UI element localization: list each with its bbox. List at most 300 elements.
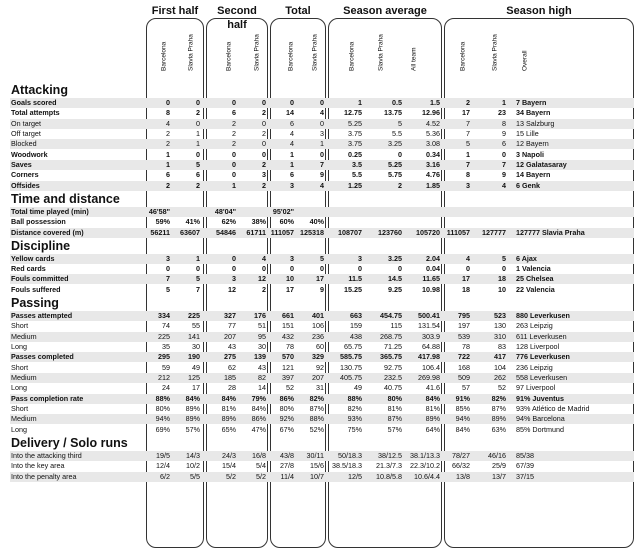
table-cell: 0 — [262, 98, 266, 107]
table-cell: 2 — [166, 128, 170, 138]
table-cell: 87% — [387, 414, 402, 424]
table-cell: 139 — [254, 352, 266, 362]
column-label — [345, 22, 358, 78]
table-cell: 65.75 — [344, 342, 362, 352]
group-header-second-half: Second half — [217, 5, 257, 31]
table-row — [10, 119, 634, 129]
table-cell: 663 — [350, 311, 362, 321]
column-label-text: Barcelona — [348, 41, 355, 71]
table-cell: 0 — [398, 149, 402, 159]
column-label — [456, 22, 469, 78]
table-cell: 0 — [290, 264, 294, 274]
row-label: Pass completion rate — [11, 393, 84, 403]
table-cell: 13 Salzburg — [516, 118, 555, 128]
table-cell: 611 Leverkusen — [516, 331, 567, 341]
table-cell: 0 — [502, 264, 506, 274]
table-cell: 85/38 — [516, 450, 534, 460]
column-label-text: Slavia Praha — [491, 34, 498, 71]
table-cell: 59% — [155, 217, 170, 227]
table-cell: 50/18.3 — [338, 450, 362, 460]
table-cell: 8 — [502, 118, 506, 128]
table-row — [10, 394, 634, 404]
table-row — [10, 254, 634, 264]
table-cell: 86% — [251, 414, 266, 424]
table-cell: 81% — [387, 404, 402, 413]
row-label: Short — [11, 321, 29, 331]
table-cell: 121 — [282, 362, 294, 372]
table-cell: 236 Leipzig — [516, 362, 553, 372]
table-cell: 5.25 — [388, 159, 402, 169]
row-label: Woodwork — [11, 149, 48, 159]
table-cell: 17 — [192, 383, 200, 393]
table-cell: 275 — [224, 352, 236, 362]
table-cell: 64.88 — [422, 342, 440, 352]
table-cell: 6 — [196, 170, 200, 180]
table-row — [10, 461, 634, 471]
table-cell: 190 — [188, 352, 200, 362]
table-cell: 2 — [262, 284, 266, 294]
table-cell: 3 — [232, 274, 236, 284]
table-cell: 60 — [316, 342, 324, 352]
table-cell: 3.25 — [388, 253, 402, 263]
table-cell: 269.98 — [418, 373, 440, 383]
table-cell: 151 — [282, 321, 294, 331]
table-cell: 84% — [455, 424, 470, 434]
table-cell: 5.5 — [352, 170, 362, 180]
table-cell: 89% — [185, 414, 200, 424]
table-cell: 77 — [228, 321, 236, 331]
table-cell: 4.52 — [426, 118, 440, 128]
table-cell: 0 — [232, 149, 236, 159]
table-cell: 51 — [258, 321, 266, 331]
table-cell: 25 Chelsea — [516, 274, 554, 284]
table-cell: 89% — [491, 414, 506, 424]
table-cell: 78/27 — [452, 450, 470, 460]
column-label-text: Slavia Praha — [187, 34, 194, 71]
table-cell: 60% — [279, 217, 294, 227]
row-label: Into the key area — [11, 461, 65, 471]
row-label: Saves — [11, 159, 32, 169]
column-label-text: Barcelona — [287, 41, 294, 71]
table-cell: 17 — [286, 284, 294, 294]
row-label: Long — [11, 342, 27, 352]
table-cell: 89% — [221, 414, 236, 424]
table-cell: 4 — [320, 180, 324, 190]
table-cell: 67/39 — [516, 461, 534, 471]
table-cell: 4 — [290, 128, 294, 138]
table-cell: 37/15 — [516, 471, 534, 481]
table-cell: 82% — [491, 393, 506, 403]
table-cell: 38.5/18.3 — [332, 461, 362, 471]
table-cell: 131.54 — [418, 321, 440, 331]
table-cell: 17 — [316, 274, 324, 284]
table-cell: 4 — [466, 253, 470, 263]
table-cell: 91% — [455, 393, 470, 403]
table-cell: 46'58" — [148, 206, 170, 216]
table-cell: 21.3/7.3 — [376, 461, 402, 471]
table-cell: 1 — [320, 139, 324, 149]
row-label: Offsides — [11, 180, 40, 190]
table-cell: 88% — [155, 393, 170, 403]
table-row — [10, 352, 634, 362]
table-cell: 6 Ajax — [516, 253, 537, 263]
table-cell: 0 — [320, 264, 324, 274]
table-cell: 2 — [398, 180, 402, 190]
table-cell: 4 — [502, 180, 506, 190]
table-cell: 123760 — [378, 227, 402, 237]
table-cell: 12 Bayern — [516, 139, 549, 149]
section-title: Discipline — [11, 238, 71, 253]
table-cell: 454.75 — [380, 311, 402, 321]
table-cell: 1 — [232, 180, 236, 190]
row-label: Red cards — [11, 264, 46, 274]
table-cell: 0 — [262, 149, 266, 159]
table-row — [10, 321, 634, 331]
table-cell: 141 — [188, 331, 200, 341]
table-cell: 12.96 — [422, 108, 440, 118]
table-cell: 3 — [262, 170, 266, 180]
table-cell: 570 — [282, 352, 294, 362]
table-cell: 12/5 — [348, 471, 362, 481]
table-cell: 15.25 — [344, 284, 362, 294]
table-cell: 509 — [458, 373, 470, 383]
table-cell: 0 — [196, 118, 200, 128]
table-cell: 2 — [232, 118, 236, 128]
table-cell: 11.65 — [422, 274, 440, 284]
table-cell: 310 — [494, 331, 506, 341]
table-cell: 12 — [228, 284, 236, 294]
table-cell: 661 — [282, 311, 294, 321]
table-cell: 84% — [185, 393, 200, 403]
table-cell: 15 Lille — [516, 128, 539, 138]
table-cell: 5 — [398, 118, 402, 128]
table-cell: 88% — [309, 414, 324, 424]
table-cell: 0 — [290, 98, 294, 107]
table-cell: 92.75 — [384, 362, 402, 372]
table-cell: 87% — [491, 404, 506, 413]
table-cell: 86% — [279, 393, 294, 403]
table-cell: 59 — [162, 362, 170, 372]
table-cell: 3 — [466, 180, 470, 190]
table-cell: 52 — [498, 383, 506, 393]
table-cell: 2 — [166, 139, 170, 149]
table-cell: 24 — [162, 383, 170, 393]
table-cell: 13/8 — [456, 471, 470, 481]
table-cell: 5/2 — [256, 471, 266, 481]
table-cell: 88% — [347, 393, 362, 403]
table-cell: 10/2 — [186, 461, 200, 471]
table-cell: 3.25 — [388, 139, 402, 149]
table-cell: 329 — [312, 352, 324, 362]
table-row — [10, 129, 634, 139]
group-header-season-average: Season average — [343, 5, 427, 17]
table-cell: 7 — [466, 159, 470, 169]
table-cell: 13/7 — [492, 471, 506, 481]
table-cell: 130.75 — [340, 362, 362, 372]
table-cell: 0 — [466, 264, 470, 274]
table-cell: 41% — [185, 217, 200, 227]
table-row — [10, 170, 634, 180]
row-label: Short — [11, 362, 29, 372]
table-cell: 130 — [494, 321, 506, 331]
table-cell: 89% — [185, 404, 200, 413]
table-cell: 0.34 — [426, 149, 440, 159]
table-cell: 10.6/4.4 — [414, 471, 440, 481]
table-cell: 15/4 — [222, 461, 236, 471]
table-cell: 81% — [425, 404, 440, 413]
table-cell: 52 — [286, 383, 294, 393]
table-cell: 3 Napoli — [516, 149, 544, 159]
table-cell: 93% — [347, 414, 362, 424]
table-cell: 0.5 — [392, 98, 402, 107]
table-cell: 585.75 — [340, 352, 362, 362]
table-cell: 722 — [458, 352, 470, 362]
table-cell: 4 — [320, 108, 324, 118]
section-title: Attacking — [11, 83, 68, 97]
table-cell: 432 — [282, 331, 294, 341]
table-cell: 0 — [196, 98, 200, 107]
table-cell: 8 — [466, 170, 470, 180]
table-cell: 1 — [166, 149, 170, 159]
table-cell: 880 Leverkusen — [516, 311, 570, 321]
table-cell: 197 — [458, 321, 470, 331]
table-cell: 539 — [458, 331, 470, 341]
table-cell: 91% Juventus — [516, 393, 564, 403]
table-cell: 8 — [166, 108, 170, 118]
table-cell: 12 Galatasaray — [516, 159, 567, 169]
table-cell: 1 — [466, 149, 470, 159]
group-header-total: Total — [285, 5, 311, 17]
table-cell: 212 — [158, 373, 170, 383]
table-cell: 334 — [158, 311, 170, 321]
table-row — [10, 150, 634, 160]
table-cell: 168 — [458, 362, 470, 372]
table-cell: 85% Dortmund — [516, 424, 564, 434]
table-cell: 2 — [232, 128, 236, 138]
table-cell: 74 — [162, 321, 170, 331]
table-cell: 2 — [166, 180, 170, 190]
table-cell: 4 — [290, 139, 294, 149]
table-cell: 64% — [425, 424, 440, 434]
table-cell: 5 — [466, 139, 470, 149]
table-cell: 0 — [262, 139, 266, 149]
table-cell: 115 — [390, 321, 402, 331]
table-row — [10, 274, 634, 284]
table-cell: 0 — [320, 98, 324, 107]
table-cell: 111057 — [446, 227, 470, 237]
table-row — [10, 228, 634, 238]
table-cell: 9 — [502, 170, 506, 180]
table-cell: 2 — [262, 159, 266, 169]
table-cell: 5.75 — [388, 170, 402, 180]
table-cell: 9 — [320, 284, 324, 294]
table-cell: 365.75 — [380, 352, 402, 362]
row-label: On target — [11, 118, 41, 128]
table-cell: 159 — [350, 321, 362, 331]
table-cell: 67% — [279, 424, 294, 434]
table-cell: 19/5 — [156, 450, 170, 460]
table-cell: 0 — [398, 264, 402, 274]
table-cell: 34 Bayern — [516, 108, 551, 118]
table-cell: 185 — [224, 373, 236, 383]
table-cell: 6 — [290, 118, 294, 128]
table-cell: 1 — [290, 159, 294, 169]
table-cell: 2 — [232, 139, 236, 149]
table-cell: 2 — [196, 180, 200, 190]
table-cell: 1 — [196, 128, 200, 138]
table-cell: 22.3/10.2 — [410, 461, 440, 471]
table-row — [10, 342, 634, 352]
table-cell: 2 — [466, 98, 470, 107]
table-cell: 10 — [286, 274, 294, 284]
table-cell: 207 — [312, 373, 324, 383]
table-cell: 14.5 — [388, 274, 402, 284]
row-label: Into the penalty area — [11, 471, 77, 481]
table-cell: 225 — [158, 331, 170, 341]
table-cell: 5 — [502, 253, 506, 263]
table-cell: 41.6 — [426, 383, 440, 393]
table-cell: 268.75 — [380, 331, 402, 341]
table-row — [10, 207, 634, 217]
table-cell: 7 — [196, 284, 200, 294]
table-cell: 40% — [309, 217, 324, 227]
table-row — [10, 108, 634, 118]
table-row — [10, 217, 634, 227]
table-cell: 11/4 — [280, 471, 294, 481]
table-cell: 417.98 — [418, 352, 440, 362]
table-cell: 3 — [358, 253, 362, 263]
table-cell: 3 — [290, 180, 294, 190]
section-title: Time and distance — [11, 191, 120, 206]
table-row — [10, 404, 634, 414]
table-cell: 0 — [196, 264, 200, 274]
table-cell: 106 — [312, 321, 324, 331]
column-label — [407, 22, 420, 78]
table-cell: 14 — [286, 108, 294, 118]
row-label: Long — [11, 424, 27, 434]
column-label-text: Slavia Praha — [311, 34, 318, 71]
table-cell: 0 — [232, 253, 236, 263]
row-label: Goals scored — [11, 98, 57, 107]
table-cell: 303.9 — [422, 331, 440, 341]
row-label: Fouls suffered — [11, 284, 61, 294]
row-label: Total attempts — [11, 108, 60, 118]
table-cell: 558 Leverkusen — [516, 373, 568, 383]
table-cell: 6 — [290, 170, 294, 180]
table-cell: 0 — [166, 264, 170, 274]
table-cell: 0 — [262, 264, 266, 274]
table-cell: 5/2 — [226, 471, 236, 481]
table-row — [10, 264, 634, 274]
table-cell: 5.25 — [348, 118, 362, 128]
column-label — [284, 22, 297, 78]
table-cell: 30 — [192, 342, 200, 352]
table-row — [10, 383, 634, 393]
table-cell: 405.75 — [340, 373, 362, 383]
table-cell: 43 — [228, 342, 236, 352]
table-cell: 5/5 — [190, 471, 200, 481]
row-label: Ball possession — [11, 217, 66, 227]
table-cell: 11.5 — [348, 274, 362, 284]
table-cell: 95 — [258, 331, 266, 341]
table-cell: 7 — [502, 159, 506, 169]
table-cell: 2 — [262, 180, 266, 190]
table-cell: 80% — [279, 404, 294, 413]
table-cell: 87% — [309, 404, 324, 413]
table-cell: 94% — [155, 414, 170, 424]
table-cell: 1.85 — [426, 180, 440, 190]
table-cell: 111057 — [270, 227, 294, 237]
table-cell: 3 — [290, 253, 294, 263]
table-cell: 38/12.5 — [378, 450, 402, 460]
table-cell: 6 — [502, 139, 506, 149]
table-cell: 92 — [316, 362, 324, 372]
table-cell: 795 — [458, 311, 470, 321]
table-cell: 49 — [192, 362, 200, 372]
table-cell: 35 — [162, 342, 170, 352]
row-label: Blocked — [11, 139, 37, 149]
group-header-first-half: First half — [151, 5, 199, 17]
table-cell: 63% — [491, 424, 506, 434]
table-cell: 236 — [312, 331, 324, 341]
table-cell: 84% — [221, 393, 236, 403]
table-cell: 1 — [196, 139, 200, 149]
table-cell: 57% — [387, 424, 402, 434]
table-cell: 9 — [502, 128, 506, 138]
table-cell: 1 — [358, 98, 362, 107]
table-cell: 7 — [466, 128, 470, 138]
table-cell: 6 — [166, 170, 170, 180]
table-cell: 18 — [498, 274, 506, 284]
row-label: Fouls committed — [11, 274, 69, 284]
row-label: Total time played (min) — [11, 206, 89, 216]
table-cell: 12/4 — [156, 461, 170, 471]
table-cell: 38.1/13.3 — [410, 450, 440, 460]
table-row — [10, 285, 634, 295]
table-cell: 47% — [251, 424, 266, 434]
table-cell: 62% — [221, 217, 236, 227]
column-label-text: Barcelona — [225, 41, 232, 71]
table-cell: 43 — [258, 362, 266, 372]
table-cell: 1 Valencia — [516, 264, 551, 274]
table-cell: 3 — [320, 128, 324, 138]
table-cell: 4 — [262, 253, 266, 263]
row-label: Medium — [11, 373, 37, 383]
table-cell: 84% — [425, 393, 440, 403]
table-cell: 0 — [262, 118, 266, 128]
row-label: Yellow cards — [11, 253, 55, 263]
table-cell: 84% — [251, 404, 266, 413]
table-cell: 17 — [462, 274, 470, 284]
table-cell: 7 Bayern — [516, 98, 547, 107]
table-cell: 82 — [258, 373, 266, 383]
row-label: Passes attempted — [11, 311, 73, 321]
table-cell: 28 — [228, 383, 236, 393]
table-cell: 2 — [262, 108, 266, 118]
table-row — [10, 332, 634, 342]
table-cell: 0 — [502, 149, 506, 159]
row-label: Distance covered (m) — [11, 227, 84, 237]
table-cell: 108707 — [338, 227, 362, 237]
table-cell: 7 — [166, 274, 170, 284]
table-row — [10, 425, 634, 435]
table-cell: 12 — [258, 274, 266, 284]
table-cell: 82% — [347, 404, 362, 413]
table-cell: 14 — [258, 383, 266, 393]
table-cell: 0 — [358, 264, 362, 274]
table-cell: 125318 — [300, 227, 324, 237]
table-cell: 65% — [221, 424, 236, 434]
